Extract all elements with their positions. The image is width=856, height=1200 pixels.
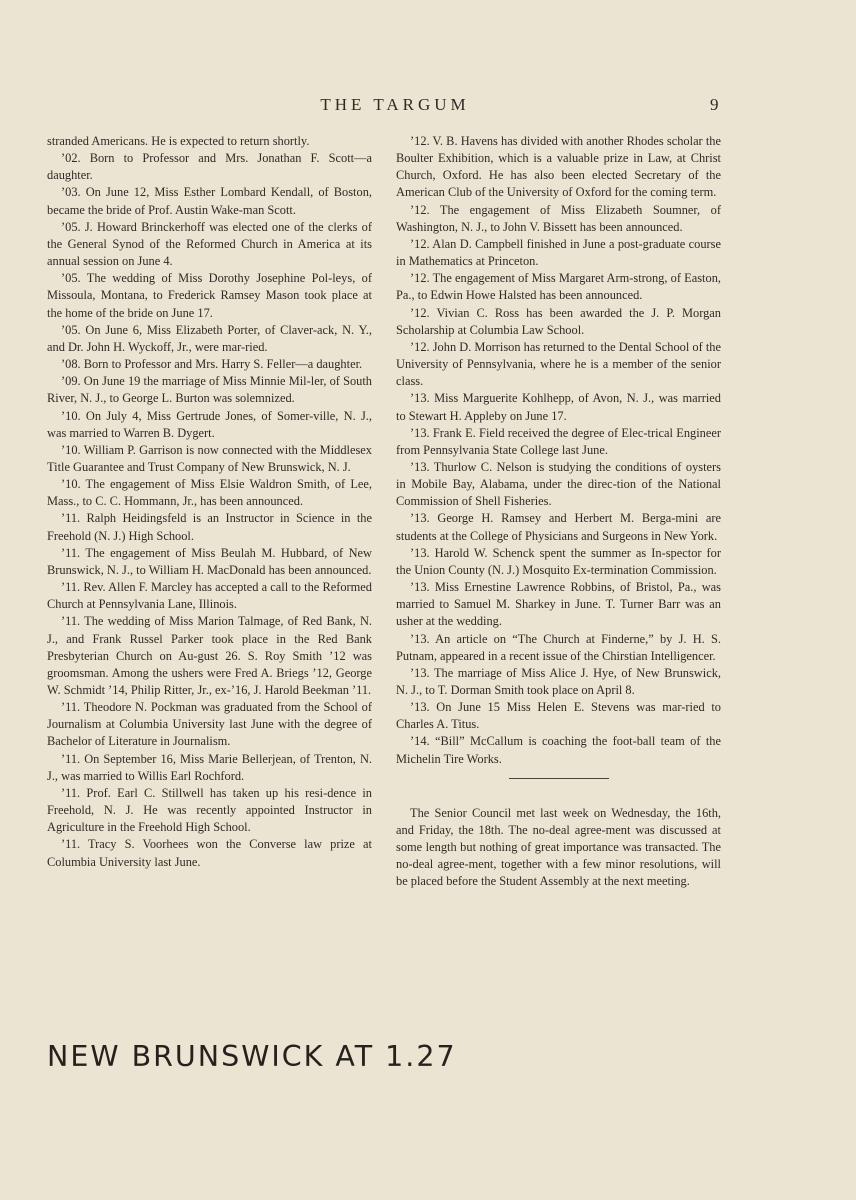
alumni-note: ’12. Vivian C. Ross has been awarded the J. P. Morgan Scholarship at Columbia Law School. [396,305,721,337]
section-divider [509,778,609,779]
page-number: 9 [710,95,719,114]
left-column [47,133,372,871]
alumni-note: ’11. The engagement of Miss Beulah M. Hubbard, of New Brunswick, N. J., to William H. MacDonald has been announced. [47,545,372,577]
page-title: THE TARGUM [320,95,470,114]
alumni-note: ’13. Harold W. Schenck spent the summer as In-spector for the Union County (N. J.) Mosquito Ex-termination Commission. [396,545,721,577]
alumni-note: ’13. The marriage of Miss Alice J. Hye, of New Brunswick, N. J., to T. Dorman Smith took place on April 8. [396,665,721,697]
alumni-note: ’12. John D. Morrison has returned to the Dental School of the University of Pennsylvania, where he is a member of the senior class. [396,339,721,389]
alumni-note: ’11. Theodore N. Pockman was graduated from the School of Journalism at Columbia University last June with the degree of Bachelor of Literature in Journalism. [47,700,372,749]
alumni-note: ’09. On June 19 the marriage of Miss Minnie Mil-ler, of South River, N. J., to George L. Burton was solemnized. [47,374,372,406]
alumni-note: stranded Americans. He is expected to return shortly. [47,134,310,148]
alumni-note: ’11. On September 16, Miss Marie Bellerjean, of Trenton, N. J., was married to Willis Earl Rochford. [47,751,372,783]
right-column [396,133,721,891]
alumni-note: ’12. V. B. Havens has divided with another Rhodes scholar the Boulter Exhibition, which is a valuable prize in Law, at Christ Church, Oxford. He has also been elected Secretary of the American Club of the University of Oxford for the coming term. [396,134,721,200]
alumni-note: ’05. J. Howard Brinckerhoff was elected one of the clerks of the General Synod of the Reformed Church in America at its annual session on June 4. [47,219,372,269]
alumni-note: ’13. Thurlow C. Nelson is studying the conditions of oysters in Mobile Bay, Alabama, under the direc-tion of the National Commission of Shell Fisheries. [396,459,721,509]
alumni-note: ’11. Prof. Earl C. Stillwell has taken up his resi-dence in Freehold, N. J. He was recently appointed Instructor in Agriculture in the Freehold High School. [47,785,372,835]
alumni-note: ’12. The engagement of Miss Margaret Arm-strong, of Easton, Pa., to Edwin Howe Halsted has been announced. [396,271,721,303]
alumni-note: ’12. Alan D. Campbell finished in June a post-graduate course in Mathematics at Princeton. [396,236,721,269]
alumni-note: ’11. Tracy S. Voorhees won the Converse law prize at Columbia University last June. [47,837,372,869]
alumni-note: ’13. Miss Marguerite Kohlhepp, of Avon, N. J., was married to Stewart H. Appleby on June 17. [396,391,721,423]
alumni-note: ’11. The wedding of Miss Marion Talmage, of Red Bank, N. J., and Frank Russel Parker took place in the Red Bank Presbyterian Church on Au-gust 26. S. Roy Smith ’12 was groomsman. Among the ushers were Fred A. Briegs ’12, George W. Schmidt ’14, Philip Ritter, Jr., ex-’16, J. Harold Beekman ’11. [47,614,372,697]
alumni-note: ’03. On June 12, Miss Esther Lombard Kendall, of Boston, became the bride of Prof. Austin Wake-man Scott. [47,185,372,217]
alumni-note: ’10. On July 4, Miss Gertrude Jones, of Somer-ville, N. J., was married to Warren B. Dygert. [47,408,372,440]
alumni-note: ’10. William P. Garrison is now connected with the Middlesex Title Guarantee and Trust Company of New Brunswick, N. J. [47,442,372,474]
alumni-note: ’05. The wedding of Miss Dorothy Josephine Pol-leys, of Missoula, Montana, to Frederick Ramsey Mason took place at the home of the bride on June 17. [47,271,372,320]
alumni-note: ’11. Ralph Heidingsfeld is an Instructor in Science in the Freehold (N. J.) High School. [47,511,372,543]
senior-council-note: The Senior Council met last week on Wednesday, the 16th, and Friday, the 18th. The no-deal agree-ment was discussed at some length but nothing of great importance was transacted. The no-deal agree-ment, together with a few minor resolutions, will be placed before the Student Assembly at the next meeting. [396,805,721,889]
alumni-note: ’13. Miss Ernestine Lawrence Robbins, of Bristol, Pa., was married to Samuel M. Sharkey in June. T. Turner Barr was an usher at the wedding. [396,580,721,629]
alumni-note: ’13. An article on “The Church at Finderne,” by J. H. S. Putnam, appeared in a recent issue of the Chirstian Intelligencer. [396,631,721,663]
alumni-note: ’13. George H. Ramsey and Herbert M. Berga-mini are students at the College of Physicians and Surgeons in New York. [396,511,721,543]
alumni-note: ’08. Born to Professor and Mrs. Harry S. Feller—a daughter. [61,357,363,372]
advertisement-banner: NEW BRUNSWICK AT 1.27 [47,1040,457,1073]
alumni-note: ’02. Born to Professor and Mrs. Jonathan F. Scott—a daughter. [47,151,372,183]
alumni-note: ’12. The engagement of Miss Elizabeth Soumner, of Washington, N. J., to John V. Bissett has been announced. [396,202,721,234]
alumni-note: ’10. The engagement of Miss Elsie Waldron Smith, of Lee, Mass., to C. C. Hommann, Jr., has been announced. [47,477,372,509]
alumni-note: ’14. “Bill” McCallum is coaching the foot-ball team of the Michelin Tire Works. [396,734,721,766]
alumni-note: ’13. On June 15 Miss Helen E. Stevens was mar-ried to Charles A. Titus. [396,700,721,732]
alumni-note: ’13. Frank E. Field received the degree of Elec-trical Engineer from Pennsylvania State College last June. [396,425,721,457]
alumni-note: ’05. On June 6, Miss Elizabeth Porter, of Claver-ack, N. Y., and Dr. John H. Wyckoff, Jr., were mar-ried. [47,322,372,354]
alumni-note: ’11. Rev. Allen F. Marcley has accepted a call to the Reformed Church at Pennsylvania Lane, Illinois. [47,580,372,612]
